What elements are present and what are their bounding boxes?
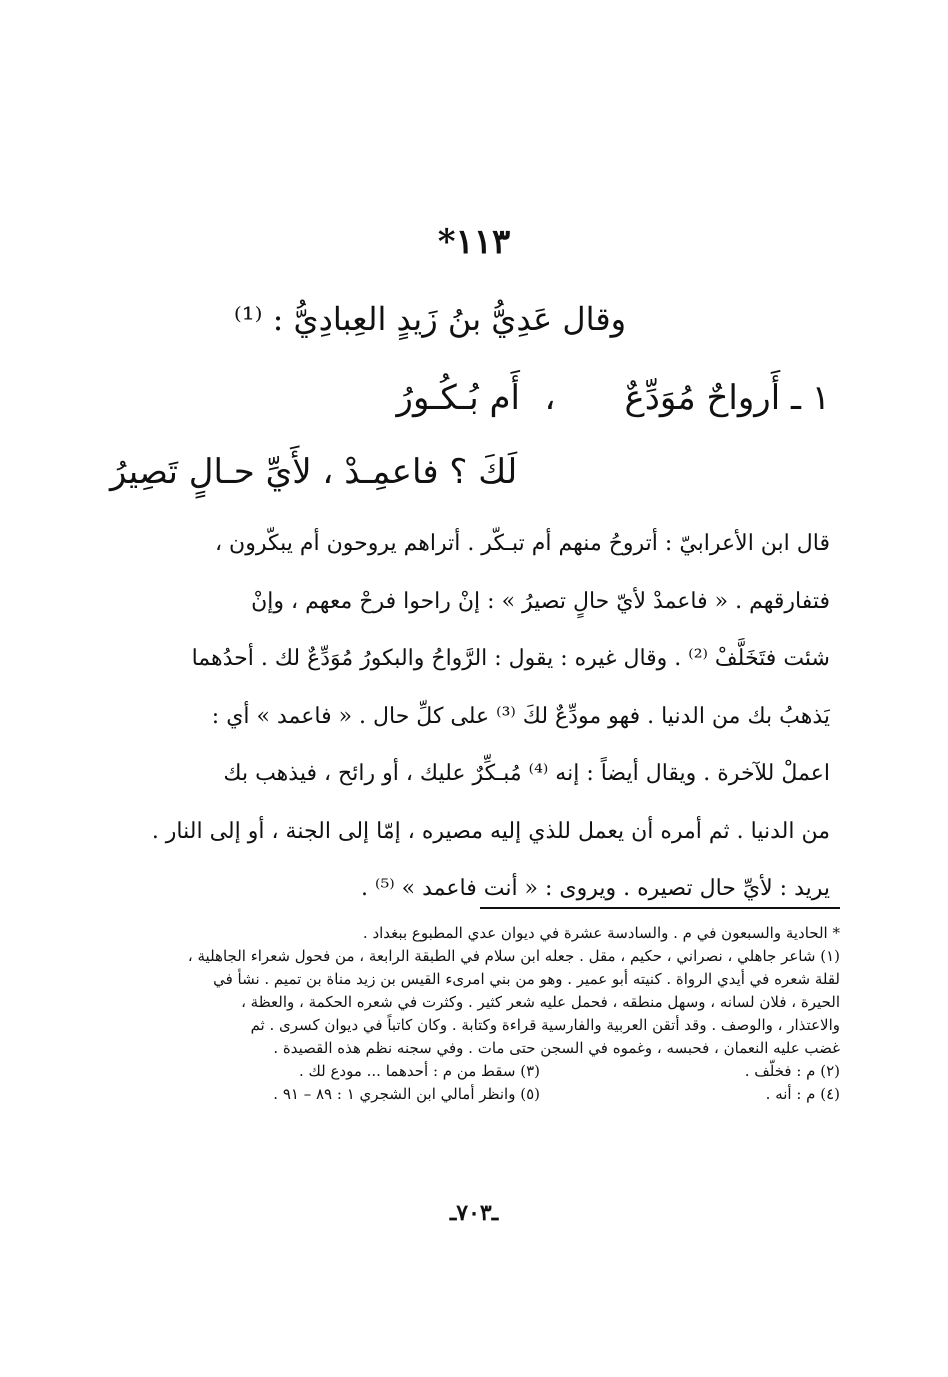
footnotes-block <box>100 922 840 1106</box>
footnote-1-line: لقلة شعره في أيدي الرواة . كنيته أبو عمير . وهو من بني امرىء القيس بن زيد مناة بن تميم . نشأ في <box>213 970 840 988</box>
footnote-row-2-3 <box>100 1060 840 1083</box>
footnote-star: * الحادية والسبعون في م . والسادسة عشرة في ديوان عدي المطبوع ببغداد . <box>362 924 840 942</box>
commentary-line: يَذهبُ بك من الدنيا . فهو مودِّعٌ لكَ ⁽³⁾ على كلِّ حال . « فاعمد » أي : <box>211 703 830 729</box>
footnote-divider <box>480 907 840 909</box>
poem-number: ١١٣* <box>437 222 511 262</box>
footnote-1-line: الحيرة ، فلان لسانه ، وسهل منطقه ، فحمل عليه شعر كثير . وكثرت في شعره الحكمة ، والعظة ، <box>241 993 840 1011</box>
verse-separator: ، <box>544 378 556 418</box>
footnote-5: (٥) وانظر أمالي ابن الشجري ١ : ٨٩ – ٩١ . <box>273 1085 540 1103</box>
footnote-2: (٢) م : فخلّف . <box>744 1062 840 1080</box>
commentary-block <box>130 515 830 918</box>
commentary-line: اعملْ للآخرة . ويقال أيضاً : إنه ⁽⁴⁾ مُبـكِّرٌ عليك ، أو رائح ، فيذهب بك <box>223 761 830 786</box>
verse-line-1 <box>110 378 830 418</box>
verse-line-2: لَكَ ؟ فاعمِـدْ ، لأَيِّ حـالٍ تَصِيرُ <box>110 452 518 492</box>
verse-hemistich-2: أَم بُـكُـورُ <box>396 378 520 418</box>
footnote-1-line: (١) شاعر جاهلي ، نصراني ، حكيم ، مقل . جعله ابن سلام في الطبقة الرابعة ، من فحول شعراء الجاهلية ، <box>187 947 840 965</box>
verse-hemistich-1: ١ ـ أَرواحٌ مُوَدِّعٌ <box>624 378 830 418</box>
footnote-3: (٣) سقط من م : أحدهما ... مودع لك . <box>298 1062 540 1080</box>
page-number: ـ٧٠٣ـ <box>449 1200 499 1226</box>
poem-intro: وقال عَدِيُّ بنُ زَيدٍ العِبادِيُّ : ⁽¹⁾ <box>233 300 627 338</box>
commentary-line: قال ابن الأعرابيّ : أتروحُ منهم أم تبـكّر . أتراهم يروحون أم يبكّرون ، <box>214 531 830 556</box>
commentary-line: يريد : لأيِّ حال تصيره . ويروى : « أنت فاعمد » ⁽⁵⁾ . <box>361 876 830 901</box>
footnote-4: (٤) م : أنه . <box>765 1085 840 1103</box>
commentary-line: من الدنيا . ثم أمره أن يعمل للذي إليه مصيره ، إمّا إلى الجنة ، أو إلى النار . <box>151 818 830 844</box>
footnote-row-4-5 <box>100 1083 840 1106</box>
commentary-line: فتفارقهم . « فاعمدْ لأيّ حالٍ تصيرُ » : إنْ راحوا فرحْ معهم ، وإنْ <box>251 588 830 614</box>
footnote-1-line: والاعتذار ، والوصف . وقد أتقن العربية والفارسية قراءة وكتابة . وكان كاتباً في ديوان كسرى . ثم <box>250 1016 840 1034</box>
footnote-1-line: غضب عليه النعمان ، فحبسه ، وغموه في السجن حتى مات . وفي سجنه نظم هذه القصيدة . <box>273 1039 840 1057</box>
commentary-line: شئت فتَخَلَّفْ ⁽²⁾ . وقال غيره : يقول : الرَّواحُ والبكورُ مُوَدِّعٌ لك . أحدُهما <box>191 646 830 671</box>
